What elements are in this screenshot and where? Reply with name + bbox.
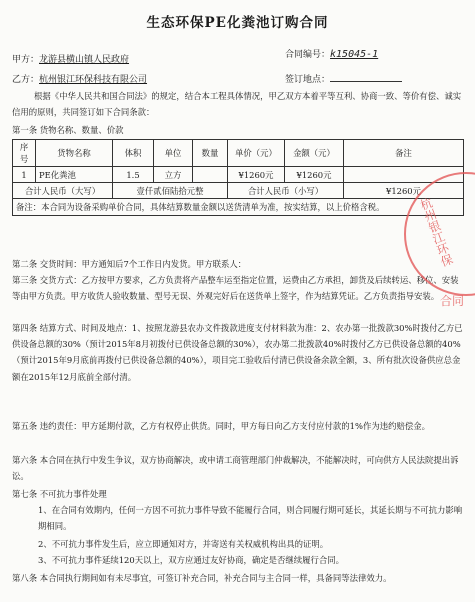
article-7-item: 3、不可抗力事件延续120天以上，双方应通过友好协商，确定是否继续履行合同。: [38, 555, 345, 565]
table-note-row: [13, 199, 464, 216]
table-row: [13, 167, 464, 183]
table-header: 序号: [13, 140, 36, 167]
seal-text-2: 合同: [440, 294, 465, 308]
table-cell: PE化粪池: [36, 167, 113, 183]
article-7-item: 2、不可抗力事件发生后，应立即通知对方，并寄送有关权威机构出具的证明。: [38, 539, 329, 549]
page-title: 生态环保PE化粪池订购合同: [146, 15, 329, 31]
party-b-label: 乙方：: [12, 75, 40, 85]
article-4: 第四条 结算方式、时间及地点：1、按照龙游县农办文件拨款进度支付材料款为准：2、农办第一批拨款30%时拨付乙方已供设备总额的30%（预计2015年8月初拨付已供设备总额的30%），农办第二批拨款40%时拨付乙方已供设备总额的40%（预计2015年9月底前再拨付已供设备总额的40%），项目完工验收后付清已供设备余款全额，3、所有批次设备供应总金额在2015年12月底前全部付清。: [12, 323, 463, 382]
total-upper-value: 壹仟贰佰陆拾元整: [113, 183, 228, 199]
party-a: [12, 52, 129, 65]
sign-place-blank: [330, 72, 402, 82]
table-header: 单价（元）: [228, 140, 285, 167]
contract-no-value: k15045-1: [330, 49, 379, 60]
table-header: 金额（元）: [285, 140, 344, 167]
table-header: 货物名称: [36, 140, 113, 167]
table-cell: ¥1260元: [285, 167, 344, 183]
party-b-value: 杭州银江环保科技有限公司: [39, 75, 148, 85]
article-7-item: 1、在合同有效期内，任何一方因不可抗力事件导致不能履行合同，则合同履行期可延长，其延长期与不可抗力影响期相同。: [38, 505, 463, 532]
party-a-value: 龙游县横山镇人民政府: [39, 55, 130, 65]
table-cell: ¥1260元: [228, 167, 285, 183]
contract-no-label: 合同编号：: [285, 50, 331, 60]
sign-place: [285, 72, 402, 85]
total-small-value: ¥1260元: [344, 183, 464, 199]
article-6: 第六条 本合同在执行中发生争议，双方协商解决，或申请工商管理部门仲裁解决，不能解决时，可向供方人民法院提出诉讼。: [12, 455, 459, 482]
table-header-row: [13, 140, 464, 167]
article-5: 第五条 违约责任：甲方延期付款，乙方有权停止供货。同时，甲方每日向乙方支付应付款的1%作为违约赔偿金。: [12, 421, 430, 431]
intro-paragraph: 根据《中华人民共和国合同法》的规定，结合本工程具体情况，甲乙双方本着平等互利、协商一致、等价有偿、诚实信用的原则，共同签订如下合同条款：: [12, 91, 462, 118]
table-header: 单位: [154, 140, 193, 167]
article-7: 第七条 不可抗力事件处理: [12, 489, 107, 499]
total-upper-label: 合计人民币（大写）: [13, 183, 113, 199]
table-header: 数量: [193, 140, 228, 167]
party-a-label: 甲方：: [12, 55, 40, 65]
table-cell: [193, 167, 228, 183]
sign-place-label: 签订地点：: [285, 75, 331, 85]
table-total-row: [13, 183, 464, 199]
party-b: [12, 72, 147, 85]
contract-no: [285, 47, 378, 60]
article-1: 第一条 货物名称、数量、价款: [12, 125, 124, 135]
article-8: 第八条 本合同执行期间如有未尽事宜，可签订补充合同，补充合同与主合同一样，具备同等法律效力。: [12, 573, 392, 583]
table-cell: 1: [13, 167, 36, 183]
article-2: 第二条 交货时间：甲方通知后7个工作日内发货。甲方联系人：: [12, 259, 247, 269]
table-cell: 立方: [154, 167, 193, 183]
goods-table: [12, 139, 464, 216]
total-small-label: 合计人民币（小写）: [228, 183, 344, 199]
table-header: 体积: [113, 140, 154, 167]
table-note: 备注：本合同为设备采购单价合同，具体结算数量金额以送货清单为准，按实结算，以上价格含税。: [13, 199, 464, 216]
article-3: 第三条 交货方式：乙方按甲方要求，乙方负责将产品整车运至指定位置，运费由乙方承担，卸货及后续转运、移位、安装等由甲方负责。甲方收货人验收数量、型号无误、外观完好后在送货单上签字，作为结算凭证。乙方负责指导安装。: [12, 275, 459, 302]
table-cell: 1.5: [113, 167, 154, 183]
table-header: 备注: [344, 140, 464, 167]
seal-text: 杭州银江环保: [417, 195, 455, 269]
